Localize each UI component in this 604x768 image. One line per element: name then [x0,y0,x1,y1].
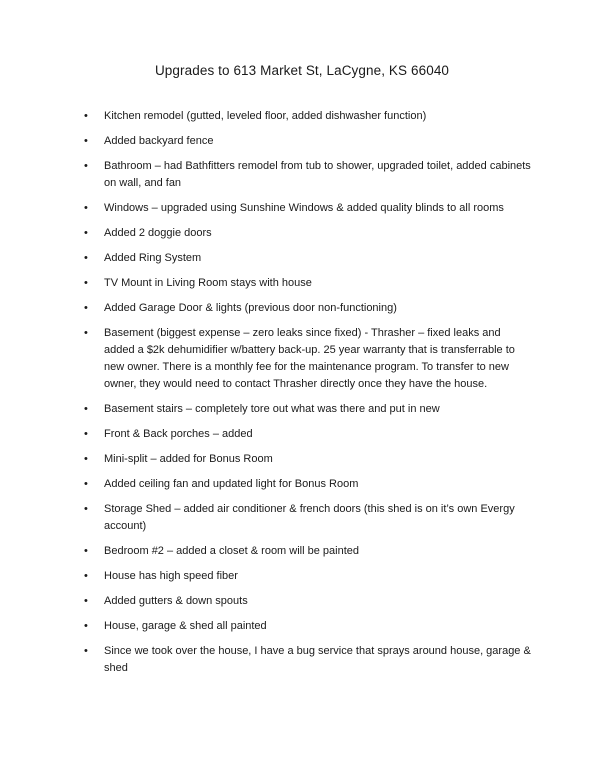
upgrades-list [0,108,534,685]
bullet-icon: • [84,428,88,440]
list-item [0,225,534,242]
bullet-icon: • [84,202,88,214]
list-item-text: Added ceiling fan and updated light for Bonus Room [104,478,359,490]
list-item [0,325,534,393]
list-item-text: Added 2 doggie doors [104,227,212,239]
list-item [0,275,534,292]
list-item [0,568,534,585]
list-item [0,426,534,443]
list-item-text: House, garage & shed all painted [104,620,267,632]
list-item-text: Windows – upgraded using Sunshine Windows & added quality blinds to all rooms [104,202,504,214]
list-item [0,643,534,677]
bullet-icon: • [84,570,88,582]
bullet-icon: • [84,327,88,339]
list-item [0,108,534,125]
list-item [0,300,534,317]
list-item-text: Added Garage Door & lights (previous door non-functioning) [104,302,397,314]
list-item-text: Storage Shed – added air conditioner & french doors (this shed is on it’s own Evergy account) [104,503,515,532]
list-item-text: Basement stairs – completely tore out what was there and put in new [104,403,440,415]
bullet-icon: • [84,277,88,289]
list-item [0,158,534,192]
list-item-text: Front & Back porches – added [104,428,253,440]
document-title: Upgrades to 613 Market St, LaCygne, KS 66040 [154,63,450,78]
list-item-text: Bathroom – had Bathfitters remodel from tub to shower, upgraded toilet, added cabinets on wall, and fan [104,160,531,189]
list-item-text: Kitchen remodel (gutted, leveled floor, added dishwasher function) [104,110,427,122]
list-item-text: Basement (biggest expense – zero leaks since fixed) - Thrasher – fixed leaks and added a $2k dehumidifier w/battery back-up. 25 year warranty that is transferrable to new owner. There is a monthly fee for the maintenance program. To transfer to new owner, they would need to contact Thrasher directly once they have the house. [104,327,515,390]
bullet-icon: • [84,503,88,515]
bullet-icon: • [84,110,88,122]
bullet-icon: • [84,620,88,632]
list-item-text: Mini-split – added for Bonus Room [104,453,273,465]
bullet-icon: • [84,160,88,172]
list-item [0,618,534,635]
bullet-icon: • [84,545,88,557]
list-item [0,200,534,217]
list-item [0,250,534,267]
bullet-icon: • [84,595,88,607]
list-item [0,476,534,493]
list-item [0,593,534,610]
list-item-text: Bedroom #2 – added a closet & room will be painted [104,545,359,557]
list-item [0,451,534,468]
list-item-text: Added Ring System [104,252,202,264]
list-item-text: Added backyard fence [104,135,214,147]
bullet-icon: • [84,302,88,314]
list-item-text: Since we took over the house, I have a bug service that sprays around house, garage & shed [104,645,531,674]
bullet-icon: • [84,227,88,239]
bullet-icon: • [84,252,88,264]
list-item-text: House has high speed fiber [104,570,238,582]
bullet-icon: • [84,135,88,147]
list-item-text: TV Mount in Living Room stays with house [104,277,312,289]
bullet-icon: • [84,478,88,490]
list-item-text: Added gutters & down spouts [104,595,248,607]
bullet-icon: • [84,645,88,657]
bullet-icon: • [84,453,88,465]
list-item [0,133,534,150]
list-item [0,401,534,418]
list-item [0,543,534,560]
list-item [0,501,534,535]
bullet-icon: • [84,403,88,415]
